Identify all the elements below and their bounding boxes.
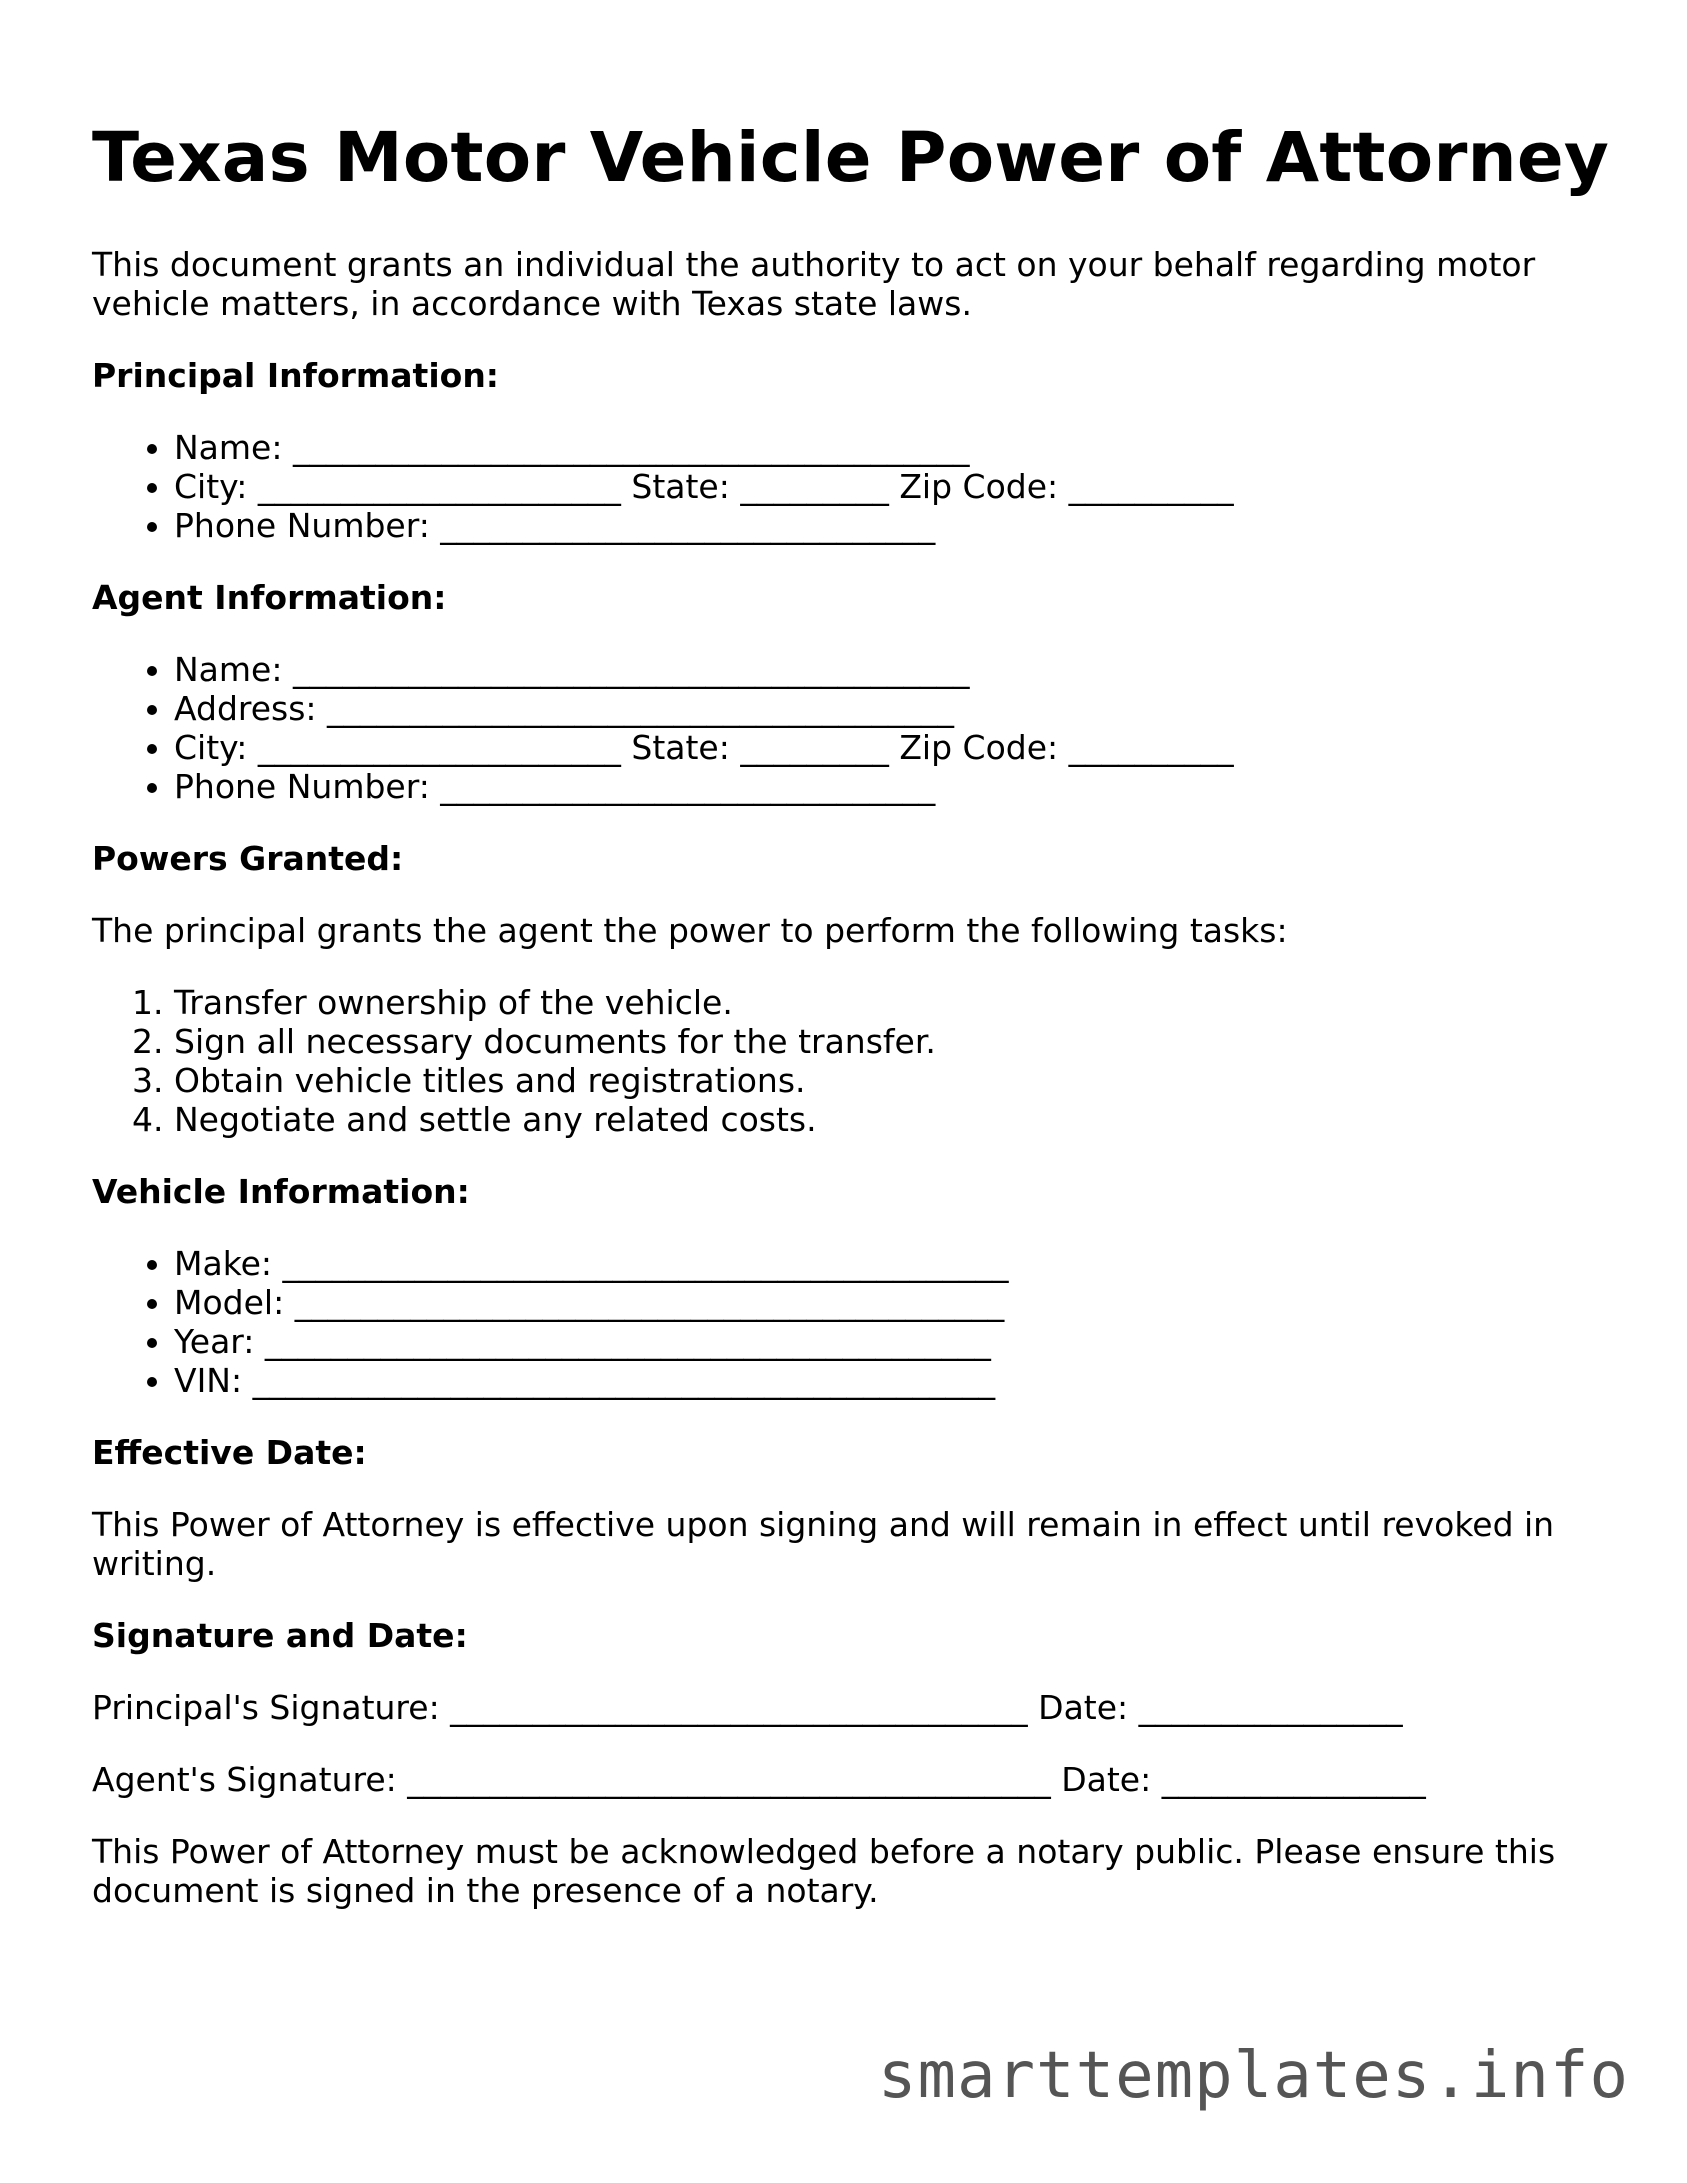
vehicle-list <box>92 1244 1612 1400</box>
agent-name-field[interactable]: • Name: _________________________________________ <box>174 650 1612 689</box>
effective-text: This Power of Attorney is effective upon signing and will remain in effect until revoked in writing. <box>92 1505 1555 1583</box>
watermark: smarttemplates.info <box>877 2039 1629 2113</box>
vehicle-year-field[interactable]: • Year: ____________________________________________ <box>174 1322 1612 1361</box>
principal-heading: Principal Information: <box>92 356 500 395</box>
principal-signature-line[interactable]: Principal's Signature: ___________________________________ Date: ________________ <box>92 1688 1403 1727</box>
vehicle-vin-field[interactable]: • VIN: _____________________________________________ <box>174 1361 1612 1400</box>
intro-paragraph: This document grants an individual the authority to act on your behalf regarding motor vehicle matters, in accordance with Texas state laws. <box>92 245 1536 323</box>
vehicle-heading: Vehicle Information: <box>92 1172 470 1211</box>
principal-list <box>92 428 1612 545</box>
document-title: Texas Motor Vehicle Power of Attorney <box>92 118 1610 198</box>
signature-heading: Signature and Date: <box>92 1616 468 1655</box>
principal-city-state-zip-field[interactable]: • City: ______________________ State: _________ Zip Code: __________ <box>174 467 1612 506</box>
agent-list <box>92 650 1612 806</box>
notary-notice: This Power of Attorney must be acknowledged before a notary public. Please ensure this document is signed in the presence of a notary. <box>92 1832 1556 1910</box>
principal-phone-field[interactable]: • Phone Number: ______________________________ <box>174 506 1612 545</box>
effective-heading: Effective Date: <box>92 1433 367 1472</box>
agent-heading: Agent Information: <box>92 578 447 617</box>
vehicle-make-field[interactable]: • Make: ____________________________________________ <box>174 1244 1612 1283</box>
principal-name-field[interactable]: • Name: _________________________________________ <box>174 428 1612 467</box>
power-item: 1. Transfer ownership of the vehicle. <box>174 983 1612 1022</box>
vehicle-model-field[interactable]: • Model: ___________________________________________ <box>174 1283 1612 1322</box>
agent-phone-field[interactable]: • Phone Number: ______________________________ <box>174 767 1612 806</box>
agent-address-field[interactable]: • Address: ______________________________________ <box>174 689 1612 728</box>
powers-list <box>92 983 1612 1139</box>
document-page <box>92 110 1612 1910</box>
agent-signature-line[interactable]: Agent's Signature: _______________________________________ Date: ________________ <box>92 1760 1426 1799</box>
power-item: 3. Obtain vehicle titles and registrations. <box>174 1061 1612 1100</box>
powers-heading: Powers Granted: <box>92 839 404 878</box>
powers-intro: The principal grants the agent the power to perform the following tasks: <box>92 911 1288 950</box>
power-item: 2. Sign all necessary documents for the transfer. <box>174 1022 1612 1061</box>
power-item: 4. Negotiate and settle any related costs. <box>174 1100 1612 1139</box>
agent-city-state-zip-field[interactable]: • City: ______________________ State: _________ Zip Code: __________ <box>174 728 1612 767</box>
